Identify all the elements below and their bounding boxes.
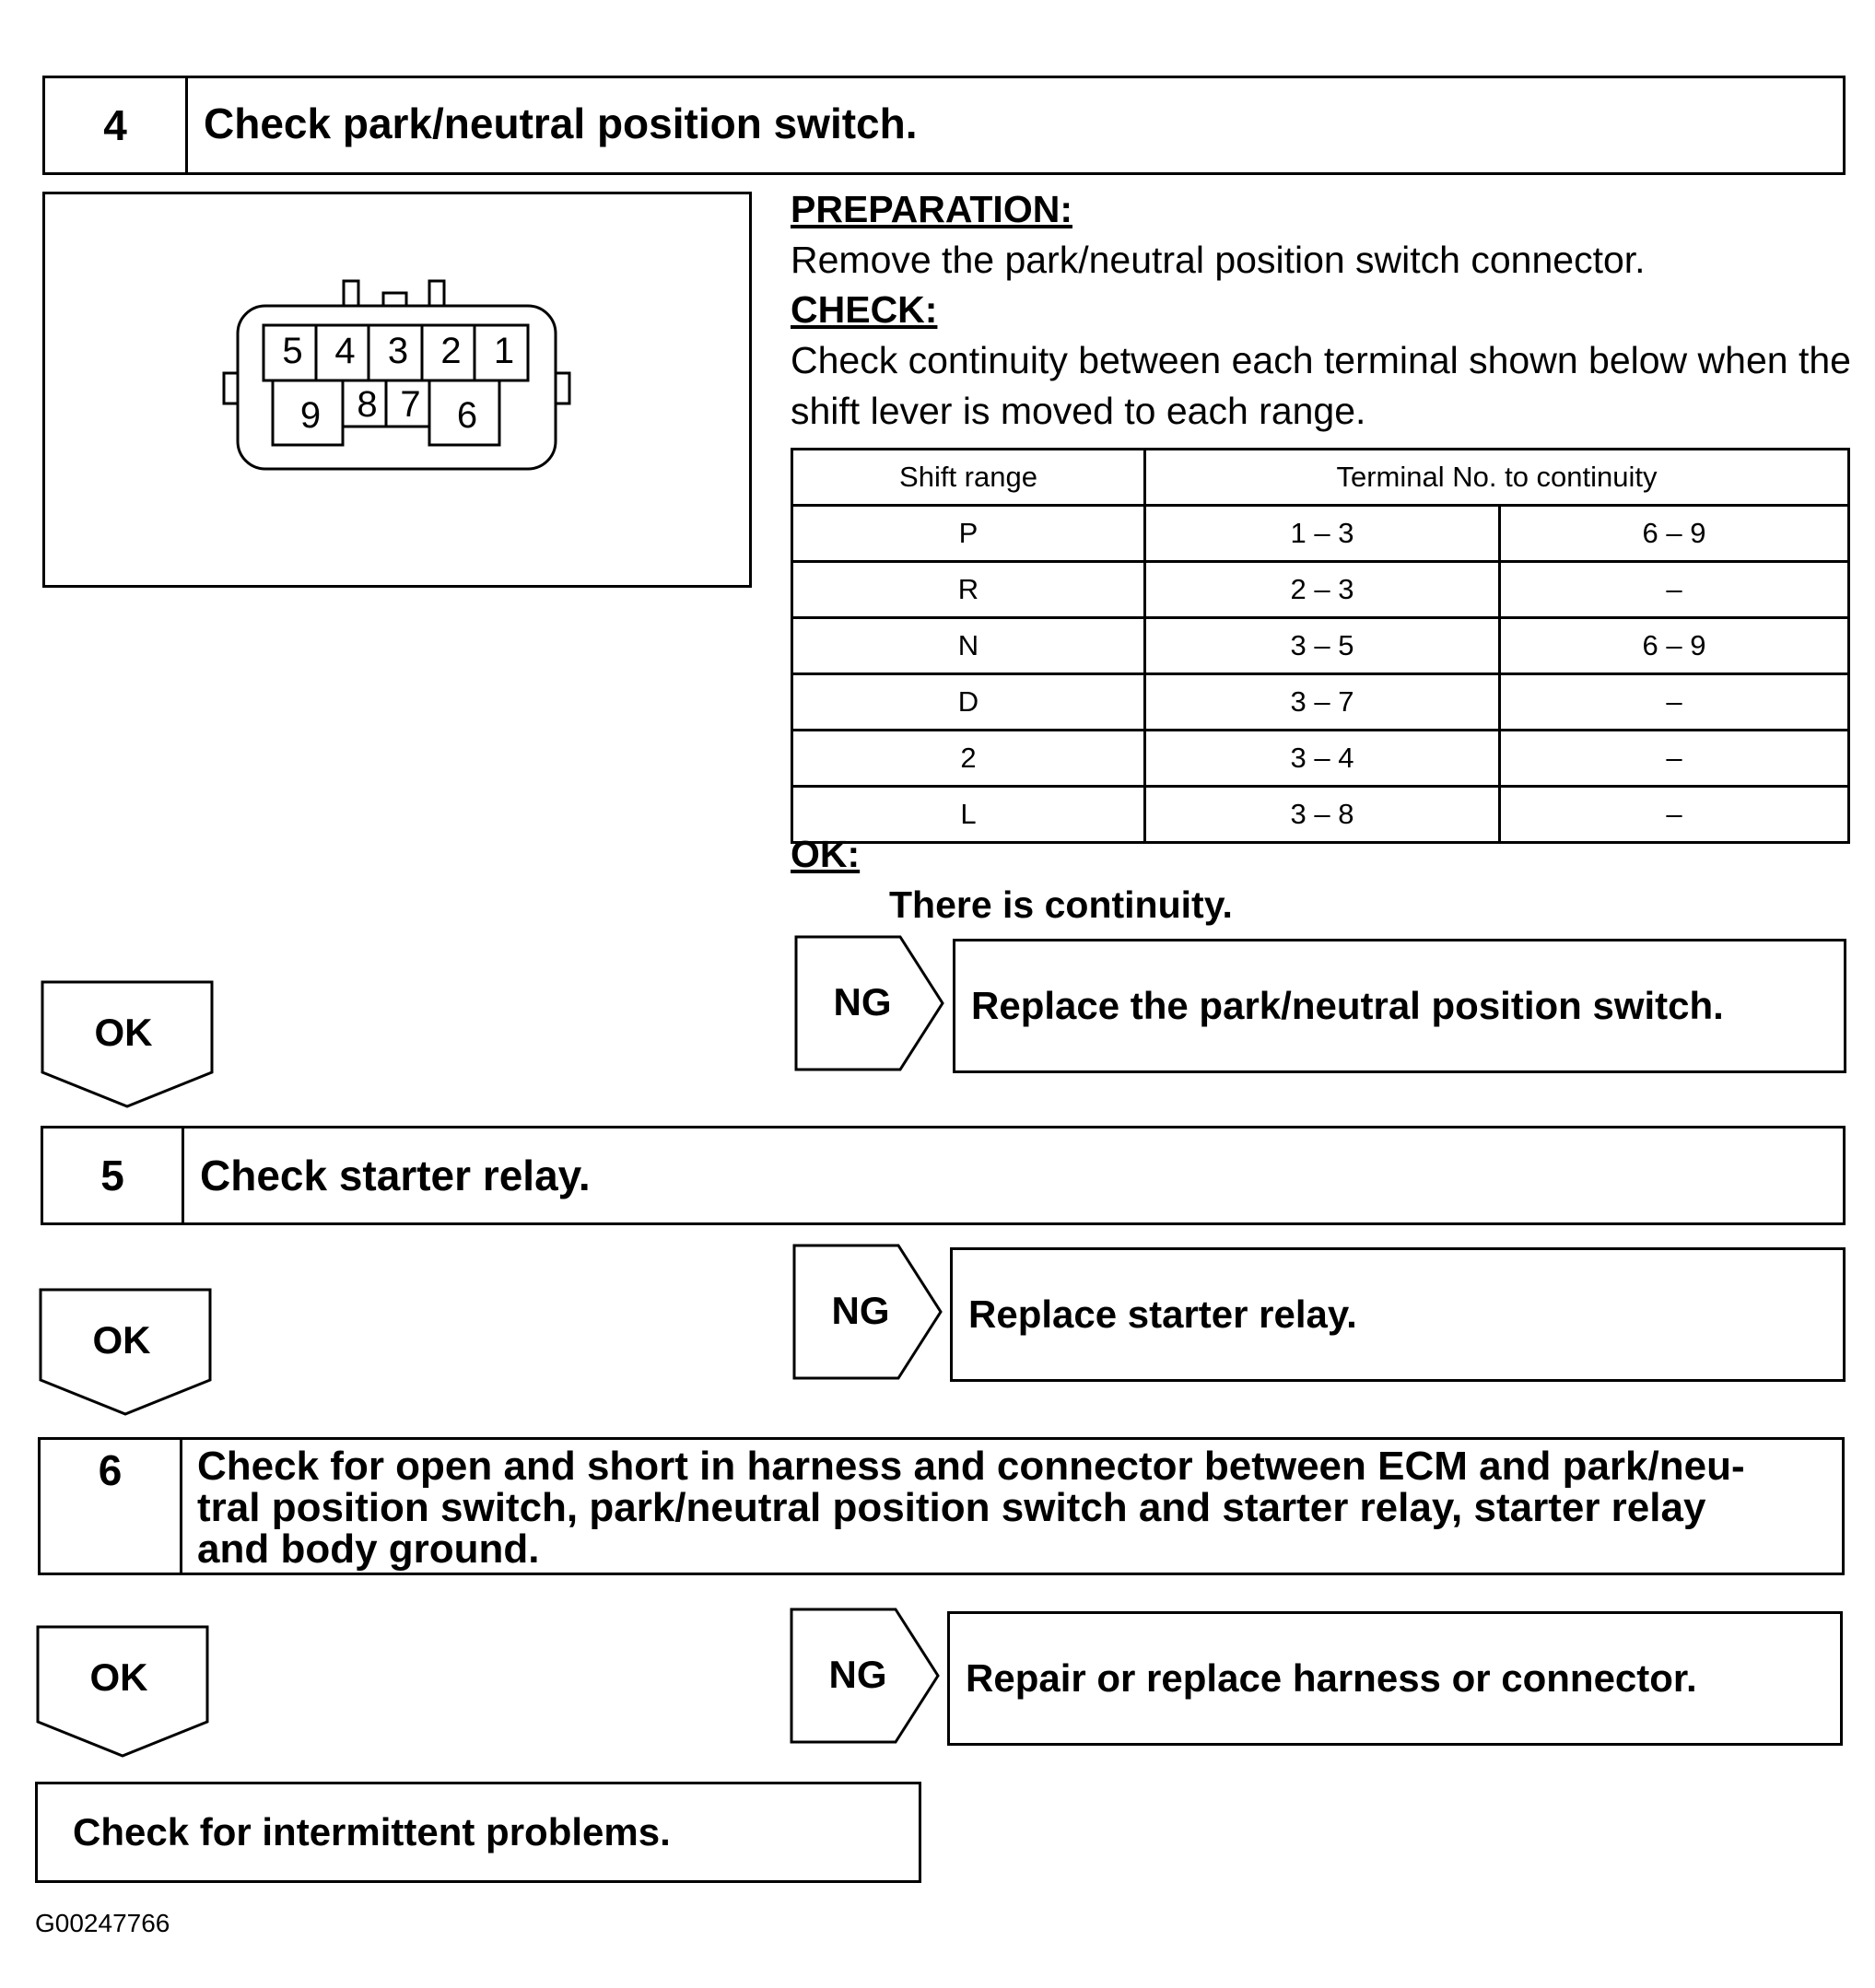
preparation-heading: PREPARATION: [791,188,1072,230]
terminal-cell: 6 – 9 [1500,506,1849,562]
step6-ng-label: NG [828,1653,887,1696]
check-text-line2: shift lever is moved to each range. [791,390,1366,432]
pin-1: 1 [493,331,515,371]
terminal-cell: – [1500,674,1849,731]
header-terminal: Terminal No. to continuity [1145,450,1849,506]
table-row [792,506,1849,562]
range-cell: D [792,674,1145,731]
table-row [792,731,1849,787]
step4-ng-action-box [953,939,1846,1073]
check-heading: CHECK: [791,288,938,331]
step6-number: 6 [41,1440,182,1573]
range-cell: N [792,618,1145,674]
step6-ng-action-box [947,1611,1843,1746]
terminal-cell: 3 – 5 [1145,618,1500,674]
step6-title-line3: and body ground. [197,1526,540,1572]
step4-ok-label: OK [94,1011,153,1054]
table-header-row [792,450,1849,506]
terminal-cell: 2 – 3 [1145,562,1500,618]
ok-criteria-text: There is continuity. [889,883,1233,926]
check-text-line1: Check continuity between each terminal shown below when the [791,339,1851,381]
range-cell: R [792,562,1145,618]
figure-id: G00247766 [35,1909,170,1937]
pin-2: 2 [440,331,462,371]
terminal-cell: – [1500,787,1849,843]
final-action-text: Check for intermittent problems. [73,1810,671,1854]
step5-number: 5 [43,1128,184,1222]
range-cell: 2 [792,731,1145,787]
step5-ng-action-box [950,1247,1846,1382]
terminal-cell: 6 – 9 [1500,618,1849,674]
table-row [792,787,1849,843]
pin-6: 6 [456,395,478,436]
step4-header [42,76,1846,175]
pin-3: 3 [387,331,409,371]
pin-9: 9 [299,395,322,436]
table-row [792,618,1849,674]
final-action-box [35,1782,921,1883]
step6-title-line1: Check for open and short in harness and connector between ECM and park/neu- [197,1444,1745,1489]
connector-diagram [42,192,752,588]
step5-header [41,1126,1846,1225]
step4-ng-label: NG [833,980,892,1023]
step5-ng-label: NG [831,1289,890,1332]
step6-ng-action: Repair or replace harness or connector. [966,1656,1697,1700]
pin-8: 8 [357,384,378,425]
preparation-text: Remove the park/neutral position switch connector. [791,239,1646,281]
pin-5: 5 [282,331,303,371]
pin-7: 7 [400,384,421,425]
step6-header [38,1437,1845,1575]
step4-ng-action: Replace the park/neutral position switch. [971,984,1724,1027]
continuity-table [791,448,1850,844]
terminal-cell: 3 – 8 [1145,787,1500,843]
table-row [792,562,1849,618]
step5-ng-action: Replace starter relay. [968,1292,1357,1336]
terminal-cell: 3 – 7 [1145,674,1500,731]
ok-heading: OK: [791,833,861,875]
terminal-cell: 1 – 3 [1145,506,1500,562]
step6-ok-label: OK [89,1655,148,1699]
terminal-cell: – [1500,562,1849,618]
step4-title: Check park/neutral position switch. [204,99,918,147]
step4-number: 4 [45,78,188,172]
step5-ok-label: OK [92,1318,151,1362]
range-cell: L [792,787,1145,843]
terminal-cell: – [1500,731,1849,787]
terminal-cell: 3 – 4 [1145,731,1500,787]
step5-title: Check starter relay. [200,1152,591,1199]
table-row [792,674,1849,731]
range-cell: P [792,506,1145,562]
step6-title-line2: tral position switch, park/neutral position switch and starter relay, starter relay [197,1485,1706,1530]
pin-4: 4 [334,331,356,371]
header-shift-range: Shift range [792,450,1145,506]
